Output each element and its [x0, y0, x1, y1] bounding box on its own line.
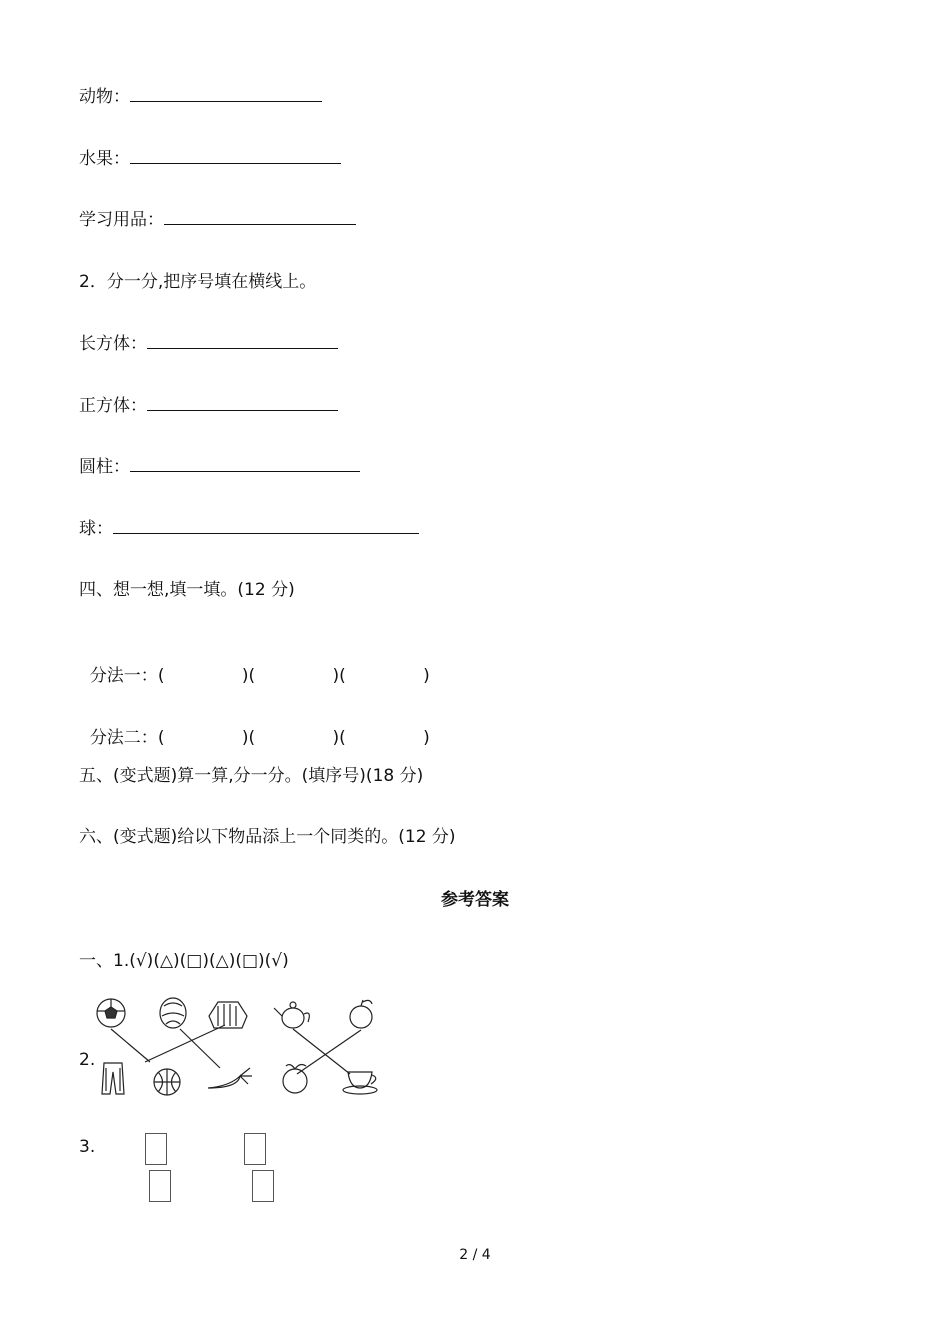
cabbage-icon — [160, 998, 186, 1028]
carrot-icon — [208, 1068, 252, 1088]
paren-blank[interactable]: ( — [248, 728, 256, 748]
answer-blank[interactable] — [130, 455, 360, 472]
animals-line: 动物： — [79, 85, 322, 109]
answer-blank[interactable] — [147, 332, 338, 349]
section-5-heading: 五、(变式题)算一算,分一分。(填序号)(18 分) — [79, 766, 424, 786]
answer-blank[interactable] — [147, 394, 338, 411]
cylinder-line: 圆柱： — [79, 455, 360, 479]
question-2: 2．分一分,把序号填在横线上。 — [79, 272, 317, 292]
trousers-icon — [102, 1063, 124, 1094]
answer-box — [145, 1133, 167, 1165]
answer-box — [149, 1170, 171, 1202]
answers-title: 参考答案 — [441, 890, 509, 910]
peach-icon — [283, 1065, 307, 1093]
paren-blank[interactable]: ( — [157, 666, 165, 686]
answer-1: 一、1.(√)(△)(□)(△)(□)(√) — [79, 951, 289, 971]
answer-box — [244, 1133, 266, 1165]
match-line — [293, 1029, 350, 1074]
method-2-line: 分法二：( )( )( ) — [89, 728, 430, 748]
sphere-line: 球： — [79, 517, 419, 541]
teacup-icon — [343, 1072, 377, 1094]
section-4-heading: 四、想一想,填一填。(12 分) — [79, 580, 295, 600]
answer-3-label: 3. — [79, 1137, 96, 1157]
paren-blank[interactable]: ( — [339, 666, 346, 686]
paren-blank[interactable]: ( — [248, 666, 256, 686]
answer-2-label: 2. — [79, 1050, 96, 1070]
fruit-line: 水果： — [79, 147, 341, 171]
apple-icon — [350, 1000, 372, 1028]
matching-diagram — [90, 996, 400, 1102]
basketball-icon — [154, 1069, 180, 1095]
answer-box — [252, 1170, 274, 1202]
answer-blank[interactable] — [164, 208, 356, 225]
match-line — [180, 1029, 220, 1068]
sweater-icon — [209, 1002, 247, 1028]
method-1-line: 分法一：( )( )( ) — [89, 666, 430, 686]
teapot-icon — [274, 1002, 309, 1028]
stationery-line: 学习用品： — [79, 208, 356, 232]
match-line — [297, 1030, 361, 1074]
cube-line: 正方体： — [79, 394, 338, 418]
match-line — [111, 1029, 150, 1062]
paren-blank[interactable]: ( — [339, 728, 346, 748]
answer-blank[interactable] — [130, 85, 322, 102]
paren-blank[interactable]: ( — [157, 728, 165, 748]
answer-blank[interactable] — [113, 517, 419, 534]
cuboid-line: 长方体： — [79, 332, 338, 356]
section-6-heading: 六、(变式题)给以下物品添上一个同类的。(12 分) — [79, 827, 456, 847]
soccer-ball-icon — [97, 999, 125, 1027]
page-number: 2 / 4 — [459, 1247, 491, 1263]
answer-blank[interactable] — [130, 147, 341, 164]
match-line — [145, 1025, 225, 1062]
